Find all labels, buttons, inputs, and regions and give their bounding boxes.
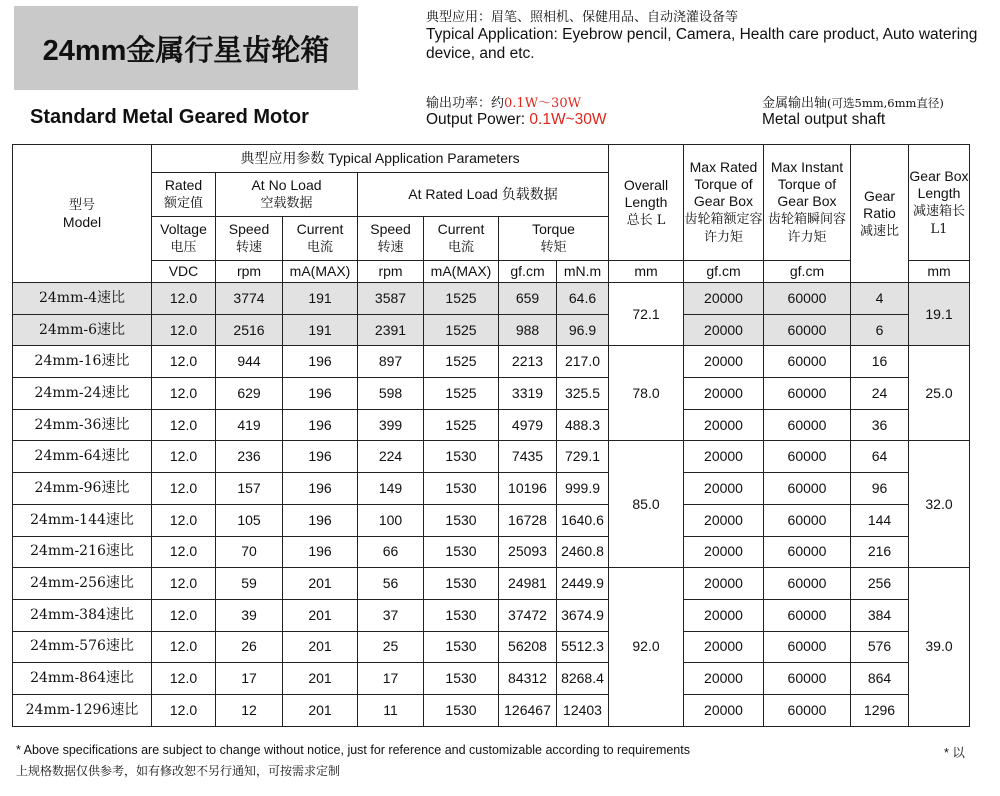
cell-ratio: 24 <box>851 378 909 410</box>
header-rated-load: At Rated Load 负载数据 <box>358 173 609 217</box>
cell-rl-speed: 100 <box>358 504 424 536</box>
output-power-cn-value: 0.1W～30W <box>504 96 581 111</box>
cell-voltage: 12.0 <box>152 568 216 600</box>
table-header <box>13 145 970 283</box>
cell-rl-speed: 56 <box>358 568 424 600</box>
cell-voltage: 12.0 <box>152 441 216 473</box>
cell-voltage: 12.0 <box>152 536 216 568</box>
cell-torque-gf: 2213 <box>499 346 557 378</box>
cell-torque-mn: 729.1 <box>557 441 609 473</box>
cell-max-instant: 60000 <box>764 599 851 631</box>
table-row <box>13 346 970 378</box>
cell-rl-current: 1525 <box>424 378 499 410</box>
cell-torque-mn: 999.9 <box>557 473 609 505</box>
cell-nl-speed: 3774 <box>216 283 283 315</box>
cell-voltage: 12.0 <box>152 409 216 441</box>
cell-voltage: 12.0 <box>152 694 216 726</box>
cell-torque-gf: 10196 <box>499 473 557 505</box>
cell-rl-current: 1525 <box>424 314 499 346</box>
cell-model: 24mm-216速比 <box>13 536 152 568</box>
cell-rl-speed: 224 <box>358 441 424 473</box>
cell-voltage: 12.0 <box>152 663 216 695</box>
table-row <box>13 631 970 663</box>
cell-overall-length: 78.0 <box>609 346 684 441</box>
cell-model: 24mm-256速比 <box>13 568 152 600</box>
output-power-en-value: 0.1W~30W <box>529 111 607 128</box>
unit-voltage: VDC <box>152 261 216 283</box>
cell-max-instant: 60000 <box>764 568 851 600</box>
cell-ratio: 96 <box>851 473 909 505</box>
header-max-rated-torque: Max Rated Torque of Gear Box 齿轮箱额定容许力矩 <box>684 145 764 261</box>
header-model: 型号 Model <box>13 145 152 283</box>
unit-max-rated: gf.cm <box>684 261 764 283</box>
cell-max-instant: 60000 <box>764 694 851 726</box>
cell-nl-current: 201 <box>283 631 358 663</box>
spec-table <box>12 144 970 727</box>
cell-torque-mn: 64.6 <box>557 283 609 315</box>
table-row <box>13 694 970 726</box>
output-power-en-label: Output Power: <box>426 111 530 128</box>
shaft-cn-note: (可选5mm,6mm直径) <box>827 96 944 110</box>
cell-nl-current: 191 <box>283 283 358 315</box>
table-row <box>13 504 970 536</box>
cell-max-instant: 60000 <box>764 504 851 536</box>
cell-ratio: 256 <box>851 568 909 600</box>
cell-torque-gf: 37472 <box>499 599 557 631</box>
cell-nl-speed: 419 <box>216 409 283 441</box>
header-speed-load: Speed 转速 <box>358 217 424 261</box>
unit-speed: rpm <box>216 261 283 283</box>
cell-max-instant: 60000 <box>764 314 851 346</box>
page-subtitle: Standard Metal Geared Motor <box>30 106 309 128</box>
header-no-load: At No Load 空载数据 <box>216 173 358 217</box>
cell-rl-current: 1530 <box>424 473 499 505</box>
table-row <box>13 473 970 505</box>
cell-voltage: 12.0 <box>152 283 216 315</box>
cell-nl-speed: 236 <box>216 441 283 473</box>
cell-nl-speed: 17 <box>216 663 283 695</box>
cell-ratio: 144 <box>851 504 909 536</box>
cell-nl-current: 196 <box>283 441 358 473</box>
cell-nl-current: 196 <box>283 378 358 410</box>
cell-torque-mn: 325.5 <box>557 378 609 410</box>
cell-ratio: 384 <box>851 599 909 631</box>
cell-ratio: 64 <box>851 441 909 473</box>
cell-rl-current: 1525 <box>424 346 499 378</box>
cell-max-rated: 20000 <box>684 663 764 695</box>
cell-torque-gf: 3319 <box>499 378 557 410</box>
cell-nl-current: 201 <box>283 663 358 695</box>
page-title: 24mm金属行星齿轮箱 <box>42 34 330 67</box>
cell-rl-current: 1530 <box>424 441 499 473</box>
header-torque: Torque 转矩 <box>499 217 609 261</box>
cell-max-rated: 20000 <box>684 346 764 378</box>
cell-model: 24mm-1296速比 <box>13 694 152 726</box>
cell-rl-current: 1530 <box>424 568 499 600</box>
header-gearbox-length: Gear Box Length 减速箱长 L1 <box>909 145 970 261</box>
cell-max-instant: 60000 <box>764 473 851 505</box>
cell-nl-speed: 70 <box>216 536 283 568</box>
cell-rl-speed: 149 <box>358 473 424 505</box>
cell-model: 24mm-4速比 <box>13 283 152 315</box>
cell-rl-speed: 17 <box>358 663 424 695</box>
cell-rl-speed: 897 <box>358 346 424 378</box>
table-row <box>13 378 970 410</box>
header-gear-ratio: Gear Ratio 减速比 <box>851 145 909 283</box>
cell-max-rated: 20000 <box>684 409 764 441</box>
unit-gearbox-length: mm <box>909 261 970 283</box>
cell-voltage: 12.0 <box>152 631 216 663</box>
cell-rl-current: 1530 <box>424 536 499 568</box>
cell-model: 24mm-96速比 <box>13 473 152 505</box>
cell-torque-mn: 1640.6 <box>557 504 609 536</box>
cell-model: 24mm-36速比 <box>13 409 152 441</box>
cell-rl-speed: 399 <box>358 409 424 441</box>
table-row <box>13 536 970 568</box>
cell-max-instant: 60000 <box>764 441 851 473</box>
header-typical-params: 典型应用参数 Typical Application Parameters <box>152 145 609 173</box>
cell-model: 24mm-384速比 <box>13 599 152 631</box>
cell-torque-mn: 96.9 <box>557 314 609 346</box>
cell-rl-speed: 2391 <box>358 314 424 346</box>
cell-model: 24mm-64速比 <box>13 441 152 473</box>
cell-voltage: 12.0 <box>152 378 216 410</box>
cell-max-rated: 20000 <box>684 283 764 315</box>
table-row <box>13 283 970 315</box>
cell-max-rated: 20000 <box>684 599 764 631</box>
cell-rl-current: 1530 <box>424 694 499 726</box>
cell-nl-current: 191 <box>283 314 358 346</box>
footnote-right: * 以 <box>944 746 965 760</box>
unit-current-load: mA(MAX) <box>424 261 499 283</box>
cell-max-instant: 60000 <box>764 283 851 315</box>
shaft-cn-label: 金属输出轴 <box>762 96 828 111</box>
cell-nl-speed: 105 <box>216 504 283 536</box>
unit-torque-gf: gf.cm <box>499 261 557 283</box>
table-row <box>13 663 970 695</box>
header-current-load: Current 电流 <box>424 217 499 261</box>
footnote-cn: 上规格数据仅供参考，如有修改恕不另行通知，可按需求定制 <box>16 764 341 778</box>
header-current: Current 电流 <box>283 217 358 261</box>
cell-ratio: 864 <box>851 663 909 695</box>
header-speed: Speed 转速 <box>216 217 283 261</box>
cell-model: 24mm-864速比 <box>13 663 152 695</box>
cell-gearbox-length: 39.0 <box>909 568 970 726</box>
cell-torque-mn: 5512.3 <box>557 631 609 663</box>
cell-max-instant: 60000 <box>764 663 851 695</box>
cell-max-instant: 60000 <box>764 409 851 441</box>
table-row <box>13 441 970 473</box>
cell-rl-speed: 3587 <box>358 283 424 315</box>
cell-nl-speed: 629 <box>216 378 283 410</box>
cell-gearbox-length: 19.1 <box>909 283 970 346</box>
cell-max-instant: 60000 <box>764 631 851 663</box>
cell-nl-speed: 26 <box>216 631 283 663</box>
cell-rl-current: 1525 <box>424 409 499 441</box>
cell-rl-speed: 25 <box>358 631 424 663</box>
cell-nl-speed: 944 <box>216 346 283 378</box>
output-power-cn-label: 输出功率：约 <box>426 96 505 111</box>
cell-nl-current: 196 <box>283 346 358 378</box>
title-banner <box>14 6 358 90</box>
header-voltage: Voltage 电压 <box>152 217 216 261</box>
cell-ratio: 36 <box>851 409 909 441</box>
cell-nl-current: 201 <box>283 568 358 600</box>
cell-nl-current: 196 <box>283 473 358 505</box>
cell-rl-speed: 11 <box>358 694 424 726</box>
application-cn: 典型应用：眉笔、照相机、保健用品、自动浇灌设备等 <box>426 10 739 25</box>
cell-torque-gf: 56208 <box>499 631 557 663</box>
cell-torque-mn: 3674.9 <box>557 599 609 631</box>
cell-max-instant: 60000 <box>764 378 851 410</box>
cell-rl-speed: 598 <box>358 378 424 410</box>
cell-max-rated: 20000 <box>684 504 764 536</box>
cell-gearbox-length: 25.0 <box>909 346 970 441</box>
cell-voltage: 12.0 <box>152 599 216 631</box>
cell-torque-gf: 4979 <box>499 409 557 441</box>
cell-torque-gf: 16728 <box>499 504 557 536</box>
shaft-cn <box>762 92 944 111</box>
table-row <box>13 409 970 441</box>
cell-nl-speed: 12 <box>216 694 283 726</box>
cell-max-rated: 20000 <box>684 473 764 505</box>
cell-model: 24mm-6速比 <box>13 314 152 346</box>
units-row <box>13 261 970 283</box>
header-max-instant-torque: Max Instant Torque of Gear Box 齿轮箱瞬间容许力矩 <box>764 145 851 261</box>
cell-ratio: 216 <box>851 536 909 568</box>
cell-rl-speed: 66 <box>358 536 424 568</box>
unit-max-instant: gf.cm <box>764 261 851 283</box>
cell-max-rated: 20000 <box>684 694 764 726</box>
cell-torque-mn: 217.0 <box>557 346 609 378</box>
table-body <box>13 283 970 727</box>
cell-rl-current: 1530 <box>424 663 499 695</box>
cell-torque-gf: 988 <box>499 314 557 346</box>
shaft-en: Metal output shaft <box>762 111 886 128</box>
unit-length: mm <box>609 261 684 283</box>
cell-max-rated: 20000 <box>684 631 764 663</box>
cell-ratio: 576 <box>851 631 909 663</box>
table-row <box>13 599 970 631</box>
cell-nl-speed: 59 <box>216 568 283 600</box>
application-en: Typical Application: Eyebrow pencil, Camera, Health care product, Auto watering device, and etc. <box>426 26 978 62</box>
cell-model: 24mm-144速比 <box>13 504 152 536</box>
cell-torque-mn: 12403 <box>557 694 609 726</box>
cell-nl-speed: 39 <box>216 599 283 631</box>
cell-nl-current: 201 <box>283 694 358 726</box>
cell-rl-current: 1530 <box>424 504 499 536</box>
cell-max-rated: 20000 <box>684 441 764 473</box>
cell-torque-mn: 8268.4 <box>557 663 609 695</box>
cell-model: 24mm-576速比 <box>13 631 152 663</box>
cell-max-instant: 60000 <box>764 346 851 378</box>
cell-ratio: 6 <box>851 314 909 346</box>
cell-model: 24mm-24速比 <box>13 378 152 410</box>
cell-overall-length: 85.0 <box>609 441 684 568</box>
cell-nl-speed: 2516 <box>216 314 283 346</box>
header-overall-length: Overall Length 总长 L <box>609 145 684 261</box>
cell-torque-gf: 25093 <box>499 536 557 568</box>
cell-torque-gf: 7435 <box>499 441 557 473</box>
unit-speed-load: rpm <box>358 261 424 283</box>
cell-nl-speed: 157 <box>216 473 283 505</box>
cell-nl-current: 201 <box>283 599 358 631</box>
output-power-cn <box>426 92 581 111</box>
unit-torque-mn: mN.m <box>557 261 609 283</box>
cell-nl-current: 196 <box>283 504 358 536</box>
cell-max-rated: 20000 <box>684 378 764 410</box>
cell-rl-current: 1530 <box>424 631 499 663</box>
cell-max-rated: 20000 <box>684 568 764 600</box>
cell-max-rated: 20000 <box>684 536 764 568</box>
cell-torque-mn: 488.3 <box>557 409 609 441</box>
cell-model: 24mm-16速比 <box>13 346 152 378</box>
cell-torque-gf: 24981 <box>499 568 557 600</box>
footnote-en: * Above specifications are subject to change without notice, just for reference and customizable according to requirements <box>16 743 690 757</box>
cell-max-instant: 60000 <box>764 536 851 568</box>
cell-voltage: 12.0 <box>152 314 216 346</box>
cell-voltage: 12.0 <box>152 346 216 378</box>
cell-torque-gf: 84312 <box>499 663 557 695</box>
table-row <box>13 314 970 346</box>
cell-ratio: 1296 <box>851 694 909 726</box>
cell-overall-length: 72.1 <box>609 283 684 346</box>
output-power-en <box>426 111 607 129</box>
cell-nl-current: 196 <box>283 409 358 441</box>
cell-max-rated: 20000 <box>684 314 764 346</box>
cell-voltage: 12.0 <box>152 504 216 536</box>
cell-voltage: 12.0 <box>152 473 216 505</box>
table-row <box>13 568 970 600</box>
cell-torque-mn: 2449.9 <box>557 568 609 600</box>
cell-torque-mn: 2460.8 <box>557 536 609 568</box>
cell-overall-length: 92.0 <box>609 568 684 726</box>
unit-current: mA(MAX) <box>283 261 358 283</box>
cell-gearbox-length: 32.0 <box>909 441 970 568</box>
cell-nl-current: 196 <box>283 536 358 568</box>
cell-rl-speed: 37 <box>358 599 424 631</box>
header-rated: Rated 额定值 <box>152 173 216 217</box>
cell-ratio: 16 <box>851 346 909 378</box>
cell-torque-gf: 126467 <box>499 694 557 726</box>
cell-ratio: 4 <box>851 283 909 315</box>
cell-rl-current: 1530 <box>424 599 499 631</box>
cell-torque-gf: 659 <box>499 283 557 315</box>
cell-rl-current: 1525 <box>424 283 499 315</box>
